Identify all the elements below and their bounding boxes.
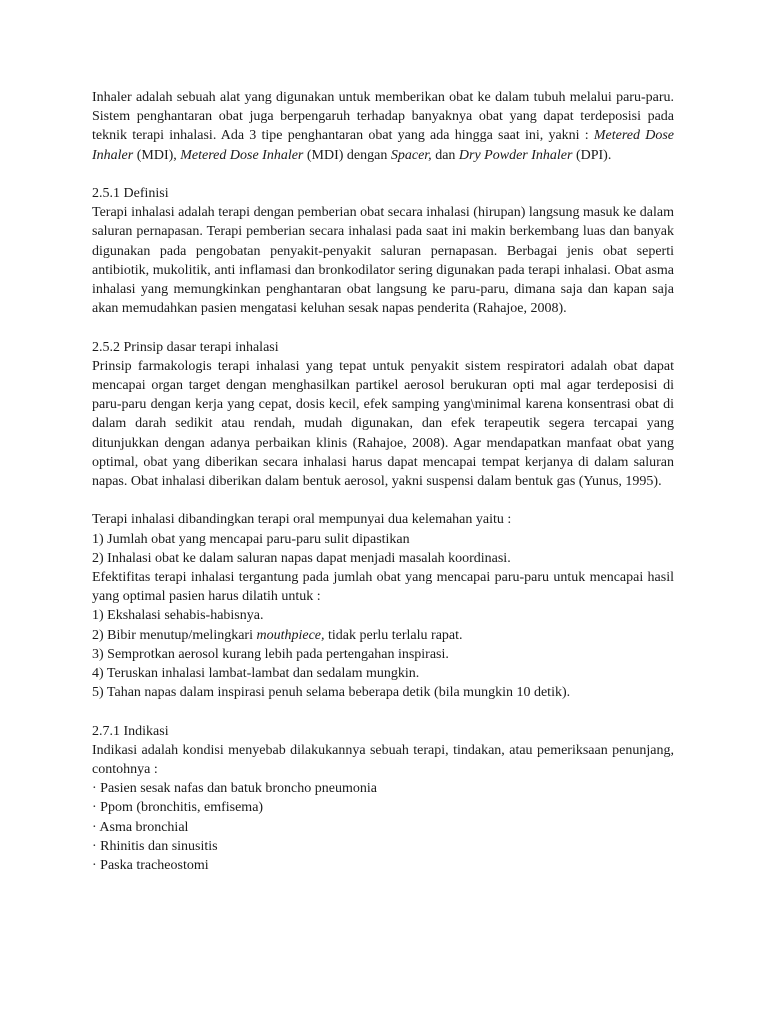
step-item (92, 626, 674, 645)
section-heading-prinsip: 2.5.2 Prinsip dasar terapi inhalasi (92, 339, 279, 355)
kelemahan-item: 2) Inhalasi obat ke dalam saluran napas dapat menjadi masalah koordinasi. (92, 550, 511, 566)
efektifitas-paragraph: Efektifitas terapi inhalasi tergantung pada jumlah obat yang mencapai paru-paru untuk mencapai hasil yang optimal pasien harus dilatih untuk : (92, 570, 674, 605)
intro-text-mdi-abbr: (MDI), (133, 147, 181, 163)
indikasi-item: · Pasien sesak nafas dan batuk broncho pneumonia (92, 781, 377, 797)
step-item: 1) Ekshalasi sehabis-habisnya. (92, 608, 264, 624)
spacer (92, 491, 674, 510)
section-heading-definisi: 2.5.1 Definisi (92, 186, 169, 201)
intro-text-dan: dan (431, 147, 459, 163)
intro-text-dpi-abbr: (DPI). (572, 147, 612, 163)
kelemahan-item: 1) Jumlah obat yang mencapai paru-paru sulit dipastikan (92, 531, 410, 547)
intro-text: Inhaler adalah sebuah alat yang digunakan untuk memberikan obat ke dalam tubuh melalui paru-paru. Sistem penghantaran obat juga berpengaruh terhadap banyaknya obat yang dapat terdeposisi pada teknik terapi inhalasi. Ada 3 tipe penghantaran obat yang ada hingga saat ini, yakni : (92, 90, 674, 144)
indikasi-item: · Paska tracheostomi (92, 858, 209, 874)
intro-paragraph (92, 88, 674, 165)
step-2-text-end: tidak perlu terlalu rapat. (324, 627, 463, 643)
term-mdi-spacer: Metered Dose Inhaler (180, 147, 304, 163)
intro-text-dengan: (MDI) dengan (303, 147, 391, 163)
spacer (92, 165, 674, 184)
kelemahan-intro: Terapi inhalasi dibandingkan terapi oral mempunyai dua kelemahan yaitu : (92, 512, 512, 528)
spacer (92, 702, 674, 721)
indikasi-paragraph: Indikasi adalah kondisi menyebab dilakukannya sebuah terapi, tindakan, atau pemeriksaan penunjang, contohnya : (92, 742, 674, 778)
step-item: 3) Semprotkan aerosol kurang lebih pada pertengahan inspirasi. (92, 646, 449, 662)
term-mdi: Metered Dose Inhaler (92, 128, 674, 163)
page-content (92, 88, 674, 875)
term-dpi: Dry Powder Inhaler (458, 147, 573, 163)
step-item: 5) Tahan napas dalam inspirasi penuh selama beberapa detik (bila mungkin 10 detik). (92, 685, 571, 701)
indikasi-item: · Rhinitis dan sinusitis (92, 838, 218, 854)
indikasi-item: · Asma bronchial (92, 819, 189, 835)
section-heading-indikasi: 2.7.1 Indikasi (92, 723, 169, 739)
definisi-paragraph: Terapi inhalasi adalah terapi dengan pemberian obat secara inhalasi (hirupan) langsung masuk ke dalam saluran pernapasan. Terapi pemberian secara inhalasi pada saat ini makin berkembang luas dan banyak digunakan pada pengobatan penyakit-penyakit saluran pernapasan. Berbagai jenis obat seperti antibiotik, mukolitik, anti inflamasi dan bronkodilator sering digunakan pada terapi inhalasi. Obat asma inhalasi yang memungkinkan penghantaran obat langsung ke paru-paru, dimana saja dan kapan saja akan memudahkan pasien mengatasi keluhan sesak napas penderita (Rahajoe, 2008). (92, 205, 674, 317)
term-mouthpiece: mouthpiece, (256, 627, 325, 643)
step-item: 4) Teruskan inhalasi lambat-lambat dan sedalam mungkin. (92, 666, 420, 682)
term-spacer: Spacer, (390, 147, 432, 163)
spacer (92, 318, 674, 337)
step-2-text: 2) Bibir menutup/melingkari (92, 627, 257, 643)
prinsip-paragraph: Prinsip farmakologis terapi inhalasi yang tepat untuk penyakit sistem respiratori adalah obat dapat mencapai organ target dengan menghasilkan partikel aerosol berukuran opti mal agar terdeposisi di paru-paru dengan kerja yang cepat, dosis kecil, efek samping yang\minimal karena konsentrasi obat di dalam darah sedikit atau rendah, mudah digunakan, dan efek terapeutik segera tercapai yang ditunjukkan dengan adanya perbaikan klinis (Rahajoe, 2008). Agar mendapatkan manfaat obat yang optimal, obat yang diberikan secara inhalasi harus dapat mencapai tempat kerjanya di dalam saluran napas. Obat inhalasi diberikan dalam bentuk aerosol, yakni suspensi dalam bentuk gas (Yunus, 1995). (92, 358, 674, 490)
indikasi-item: · Ppom (bronchitis, emfisema) (92, 800, 264, 816)
